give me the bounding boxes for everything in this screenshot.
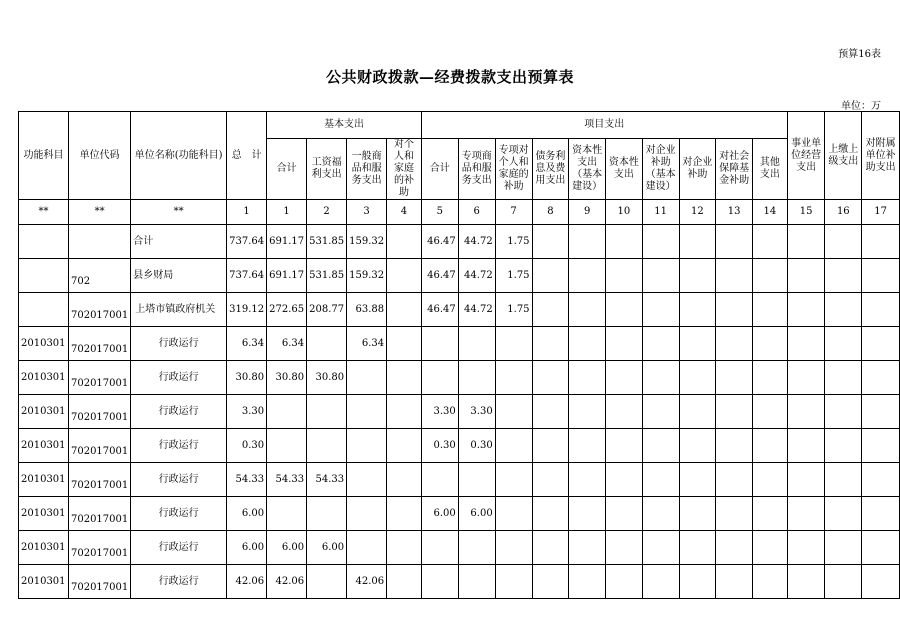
- header-project-total: 合计: [421, 139, 458, 200]
- amount-cell: [862, 259, 900, 293]
- amount-cell: [642, 327, 679, 361]
- amount-cell: [642, 259, 679, 293]
- amount-cell: [716, 225, 753, 259]
- amount-cell: 159.32: [347, 225, 387, 259]
- amount-cell: [642, 497, 679, 531]
- amount-cell: [606, 327, 643, 361]
- amount-cell: [716, 293, 753, 327]
- amount-cell: [387, 395, 422, 429]
- index-cell: 6: [458, 200, 495, 225]
- amount-cell: [387, 327, 422, 361]
- amount-cell: 44.72: [458, 293, 495, 327]
- unit-label: 单位：万: [841, 101, 881, 112]
- amount-cell: [716, 531, 753, 565]
- amount-cell: [753, 225, 788, 259]
- header-project-enterprise: 对企业补助: [679, 139, 716, 200]
- amount-cell: 1.75: [495, 259, 532, 293]
- amount-cell: [825, 463, 862, 497]
- unit-name-cell: 行政运行: [131, 429, 227, 463]
- amount-cell: 44.72: [458, 225, 495, 259]
- amount-cell: 319.12: [227, 293, 267, 327]
- amount-cell: [679, 565, 716, 599]
- amount-cell: [495, 429, 532, 463]
- amount-cell: [642, 429, 679, 463]
- index-cell: 1: [227, 200, 267, 225]
- amount-cell: [862, 225, 900, 259]
- amount-cell: [825, 565, 862, 599]
- amount-cell: [458, 361, 495, 395]
- amount-cell: [679, 497, 716, 531]
- unit-name-cell: 行政运行: [131, 361, 227, 395]
- unit-name-cell: 行政运行: [131, 531, 227, 565]
- func-subject-cell: 2010301: [19, 361, 69, 395]
- amount-cell: [569, 225, 606, 259]
- amount-cell: [787, 293, 825, 327]
- amount-cell: [606, 395, 643, 429]
- amount-cell: [716, 327, 753, 361]
- amount-cell: [787, 361, 825, 395]
- amount-cell: [753, 497, 788, 531]
- table-row: [19, 361, 900, 395]
- amount-cell: [347, 361, 387, 395]
- header-project-capital: 资本性支出: [606, 139, 643, 200]
- amount-cell: 1.75: [495, 293, 532, 327]
- amount-cell: [787, 259, 825, 293]
- amount-cell: [716, 497, 753, 531]
- unit-name-cell: 上塔市镇政府机关: [131, 293, 227, 327]
- amount-cell: [387, 361, 422, 395]
- header-basic-goods: 一般商品和服务支出: [347, 139, 387, 200]
- amount-cell: [606, 361, 643, 395]
- table-row: [19, 225, 900, 259]
- amount-cell: [495, 497, 532, 531]
- amount-cell: [347, 463, 387, 497]
- amount-cell: [458, 531, 495, 565]
- header-upper: 上缴上级支出: [825, 112, 862, 200]
- amount-cell: 30.80: [267, 361, 307, 395]
- amount-cell: 208.77: [307, 293, 347, 327]
- header-project-group: 项目支出: [421, 112, 787, 139]
- amount-cell: [716, 395, 753, 429]
- amount-cell: [679, 531, 716, 565]
- amount-cell: [532, 395, 569, 429]
- amount-cell: [753, 565, 788, 599]
- amount-cell: 3.30: [227, 395, 267, 429]
- amount-cell: [421, 463, 458, 497]
- amount-cell: [787, 463, 825, 497]
- unit-name-cell: 行政运行: [131, 565, 227, 599]
- amount-cell: [532, 463, 569, 497]
- amount-cell: 6.00: [227, 531, 267, 565]
- amount-cell: [421, 565, 458, 599]
- header-project-debt: 债务利息及费用支出: [532, 139, 569, 200]
- amount-cell: [387, 565, 422, 599]
- amount-cell: [347, 429, 387, 463]
- table-row: [19, 429, 900, 463]
- amount-cell: [569, 361, 606, 395]
- amount-cell: 6.34: [347, 327, 387, 361]
- amount-cell: 46.47: [421, 225, 458, 259]
- amount-cell: 3.30: [421, 395, 458, 429]
- amount-cell: [569, 429, 606, 463]
- amount-cell: [642, 463, 679, 497]
- amount-cell: [347, 497, 387, 531]
- amount-cell: [825, 293, 862, 327]
- amount-cell: 46.47: [421, 293, 458, 327]
- header-unit-name: 单位名称(功能科目): [131, 112, 227, 200]
- amount-cell: 46.47: [421, 259, 458, 293]
- amount-cell: [753, 429, 788, 463]
- amount-cell: [642, 565, 679, 599]
- amount-cell: [606, 565, 643, 599]
- unit-code-cell: 702017001: [68, 463, 130, 497]
- amount-cell: [569, 565, 606, 599]
- func-subject-cell: 2010301: [19, 463, 69, 497]
- header-unit-code: 单位代码: [68, 112, 130, 200]
- index-cell: 8: [532, 200, 569, 225]
- unit-name-cell: 行政运行: [131, 497, 227, 531]
- amount-cell: [753, 361, 788, 395]
- amount-cell: 159.32: [347, 259, 387, 293]
- unit-name-cell: 合计: [131, 225, 227, 259]
- amount-cell: [606, 497, 643, 531]
- amount-cell: [569, 395, 606, 429]
- amount-cell: [787, 327, 825, 361]
- unit-code-cell: 702017001: [68, 361, 130, 395]
- amount-cell: [495, 361, 532, 395]
- amount-cell: 3.30: [458, 395, 495, 429]
- amount-cell: [716, 429, 753, 463]
- amount-cell: [825, 361, 862, 395]
- amount-cell: [307, 395, 347, 429]
- amount-cell: [387, 497, 422, 531]
- index-cell: 11: [642, 200, 679, 225]
- header-project-social-security: 对社会保障基金补助: [716, 139, 753, 200]
- amount-cell: [862, 463, 900, 497]
- amount-cell: 42.06: [227, 565, 267, 599]
- amount-cell: 6.00: [421, 497, 458, 531]
- amount-cell: [307, 497, 347, 531]
- amount-cell: [532, 225, 569, 259]
- amount-cell: [679, 429, 716, 463]
- header-project-capital-construction: 资本性支出（基本建设）: [569, 139, 606, 200]
- amount-cell: 6.34: [227, 327, 267, 361]
- amount-cell: [267, 395, 307, 429]
- amount-cell: [347, 395, 387, 429]
- amount-cell: 0.30: [227, 429, 267, 463]
- func-subject-cell: [19, 293, 69, 327]
- header-total: 总 计: [227, 112, 267, 200]
- amount-cell: 42.06: [267, 565, 307, 599]
- amount-cell: 6.00: [458, 497, 495, 531]
- amount-cell: [532, 361, 569, 395]
- index-cell: 7: [495, 200, 532, 225]
- amount-cell: [787, 395, 825, 429]
- amount-cell: [458, 565, 495, 599]
- amount-cell: [569, 293, 606, 327]
- amount-cell: [787, 225, 825, 259]
- amount-cell: [679, 327, 716, 361]
- amount-cell: [825, 225, 862, 259]
- header-project-personal: 专项对个人和家庭的补助: [495, 139, 532, 200]
- index-cell: 4: [387, 200, 422, 225]
- amount-cell: [532, 293, 569, 327]
- unit-code-cell: [68, 225, 130, 259]
- amount-cell: [862, 497, 900, 531]
- amount-cell: [387, 463, 422, 497]
- unit-name-cell: 行政运行: [131, 463, 227, 497]
- amount-cell: [679, 361, 716, 395]
- header-func-subject: 功能科目: [19, 112, 69, 200]
- unit-code-cell: 702017001: [68, 327, 130, 361]
- amount-cell: [387, 293, 422, 327]
- amount-cell: [606, 225, 643, 259]
- index-cell: 15: [787, 200, 825, 225]
- amount-cell: [606, 259, 643, 293]
- amount-cell: [753, 259, 788, 293]
- amount-cell: [679, 463, 716, 497]
- amount-cell: [267, 429, 307, 463]
- index-cell: **: [131, 200, 227, 225]
- amount-cell: [753, 463, 788, 497]
- unit-code-cell: 702017001: [68, 429, 130, 463]
- amount-cell: [787, 497, 825, 531]
- index-cell: 3: [347, 200, 387, 225]
- amount-cell: 6.00: [267, 531, 307, 565]
- amount-cell: [716, 463, 753, 497]
- amount-cell: [569, 497, 606, 531]
- amount-cell: [532, 497, 569, 531]
- amount-cell: [267, 497, 307, 531]
- header-basic-group: 基本支出: [267, 112, 422, 139]
- amount-cell: [307, 327, 347, 361]
- amount-cell: [387, 225, 422, 259]
- table-row: [19, 395, 900, 429]
- amount-cell: [753, 395, 788, 429]
- table-row: [19, 531, 900, 565]
- amount-cell: [569, 463, 606, 497]
- amount-cell: [787, 565, 825, 599]
- header-business: 事业单位经营支出: [787, 112, 825, 200]
- index-cell: 1: [267, 200, 307, 225]
- table-row: [19, 259, 900, 293]
- amount-cell: [307, 565, 347, 599]
- amount-cell: 531.85: [307, 225, 347, 259]
- amount-cell: [753, 327, 788, 361]
- unit-code-cell: 702017001: [68, 395, 130, 429]
- amount-cell: [716, 361, 753, 395]
- amount-cell: [495, 531, 532, 565]
- amount-cell: 6.00: [307, 531, 347, 565]
- amount-cell: 691.17: [267, 225, 307, 259]
- amount-cell: [787, 531, 825, 565]
- amount-cell: [532, 565, 569, 599]
- amount-cell: [532, 327, 569, 361]
- index-cell: 2: [307, 200, 347, 225]
- amount-cell: 42.06: [347, 565, 387, 599]
- amount-cell: [569, 531, 606, 565]
- header-basic-salary: 工资福利支出: [307, 139, 347, 200]
- amount-cell: [606, 429, 643, 463]
- amount-cell: [569, 259, 606, 293]
- amount-cell: 737.64: [227, 225, 267, 259]
- amount-cell: [642, 225, 679, 259]
- amount-cell: [825, 497, 862, 531]
- unit-code-cell: 702017001: [68, 497, 130, 531]
- index-row: [19, 200, 900, 225]
- table-row: [19, 293, 900, 327]
- amount-cell: [825, 327, 862, 361]
- index-cell: 16: [825, 200, 862, 225]
- amount-cell: [642, 293, 679, 327]
- amount-cell: 0.30: [458, 429, 495, 463]
- amount-cell: 6.34: [267, 327, 307, 361]
- amount-cell: [569, 327, 606, 361]
- index-cell: **: [19, 200, 69, 225]
- amount-cell: [495, 463, 532, 497]
- amount-cell: [679, 293, 716, 327]
- amount-cell: [421, 531, 458, 565]
- amount-cell: [825, 429, 862, 463]
- table-row: [19, 463, 900, 497]
- page-title: 公共财政拨款—经费拨款支出预算表: [325, 68, 574, 86]
- header-project-enterprise-construction: 对企业补助（基本建设）: [642, 139, 679, 200]
- budget-table: [18, 111, 900, 599]
- amount-cell: [532, 259, 569, 293]
- table-row: [19, 497, 900, 531]
- amount-cell: [606, 293, 643, 327]
- amount-cell: [862, 293, 900, 327]
- amount-cell: [307, 429, 347, 463]
- amount-cell: [458, 327, 495, 361]
- amount-cell: [421, 361, 458, 395]
- amount-cell: [495, 565, 532, 599]
- amount-cell: 30.80: [307, 361, 347, 395]
- func-subject-cell: 2010301: [19, 395, 69, 429]
- amount-cell: [387, 259, 422, 293]
- amount-cell: [495, 395, 532, 429]
- index-cell: 17: [862, 200, 900, 225]
- amount-cell: 737.64: [227, 259, 267, 293]
- amount-cell: 44.72: [458, 259, 495, 293]
- amount-cell: 691.17: [267, 259, 307, 293]
- amount-cell: [679, 259, 716, 293]
- amount-cell: 0.30: [421, 429, 458, 463]
- header-project-other: 其他支出: [753, 139, 788, 200]
- amount-cell: [787, 429, 825, 463]
- func-subject-cell: 2010301: [19, 497, 69, 531]
- amount-cell: 30.80: [227, 361, 267, 395]
- amount-cell: [825, 259, 862, 293]
- amount-cell: [679, 395, 716, 429]
- index-cell: 5: [421, 200, 458, 225]
- amount-cell: [862, 429, 900, 463]
- amount-cell: [532, 429, 569, 463]
- header-basic-personal: 对个人和家庭的补助: [387, 139, 422, 200]
- amount-cell: [642, 395, 679, 429]
- amount-cell: 63.88: [347, 293, 387, 327]
- amount-cell: [862, 395, 900, 429]
- amount-cell: [642, 361, 679, 395]
- unit-name-cell: 县乡财局: [131, 259, 227, 293]
- header-project-goods: 专项商品和服务支出: [458, 139, 495, 200]
- header-basic-total: 合计: [267, 139, 307, 200]
- amount-cell: [716, 565, 753, 599]
- amount-cell: [862, 327, 900, 361]
- func-subject-cell: 2010301: [19, 531, 69, 565]
- amount-cell: [387, 531, 422, 565]
- func-subject-cell: 2010301: [19, 565, 69, 599]
- amount-cell: 1.75: [495, 225, 532, 259]
- index-cell: 14: [753, 200, 788, 225]
- amount-cell: [825, 395, 862, 429]
- func-subject-cell: [19, 225, 69, 259]
- table-row: [19, 565, 900, 599]
- amount-cell: [387, 429, 422, 463]
- amount-cell: [606, 531, 643, 565]
- index-cell: 13: [716, 200, 753, 225]
- amount-cell: 54.33: [307, 463, 347, 497]
- amount-cell: [458, 463, 495, 497]
- index-cell: 12: [679, 200, 716, 225]
- amount-cell: 54.33: [267, 463, 307, 497]
- func-subject-cell: [19, 259, 69, 293]
- func-subject-cell: 2010301: [19, 429, 69, 463]
- amount-cell: [606, 463, 643, 497]
- amount-cell: [532, 531, 569, 565]
- table-row: [19, 327, 900, 361]
- amount-cell: [862, 531, 900, 565]
- index-cell: 9: [569, 200, 606, 225]
- amount-cell: 531.85: [307, 259, 347, 293]
- amount-cell: [679, 225, 716, 259]
- index-cell: 10: [606, 200, 643, 225]
- amount-cell: [862, 565, 900, 599]
- amount-cell: [716, 259, 753, 293]
- amount-cell: [753, 531, 788, 565]
- amount-cell: [825, 531, 862, 565]
- unit-code-cell: 702: [68, 259, 130, 293]
- amount-cell: 6.00: [227, 497, 267, 531]
- amount-cell: 272.65: [267, 293, 307, 327]
- index-cell: **: [68, 200, 130, 225]
- amount-cell: [642, 531, 679, 565]
- amount-cell: [862, 361, 900, 395]
- unit-code-cell: 702017001: [68, 565, 130, 599]
- func-subject-cell: 2010301: [19, 327, 69, 361]
- amount-cell: 54.33: [227, 463, 267, 497]
- amount-cell: [753, 293, 788, 327]
- unit-name-cell: 行政运行: [131, 395, 227, 429]
- amount-cell: [347, 531, 387, 565]
- amount-cell: [495, 327, 532, 361]
- header-subsidiary: 对附属单位补助支出: [862, 112, 900, 200]
- unit-code-cell: 702017001: [68, 531, 130, 565]
- unit-code-cell: 702017001: [68, 293, 130, 327]
- amount-cell: [421, 327, 458, 361]
- unit-name-cell: 行政运行: [131, 327, 227, 361]
- table-number: 预算16表: [838, 49, 881, 60]
